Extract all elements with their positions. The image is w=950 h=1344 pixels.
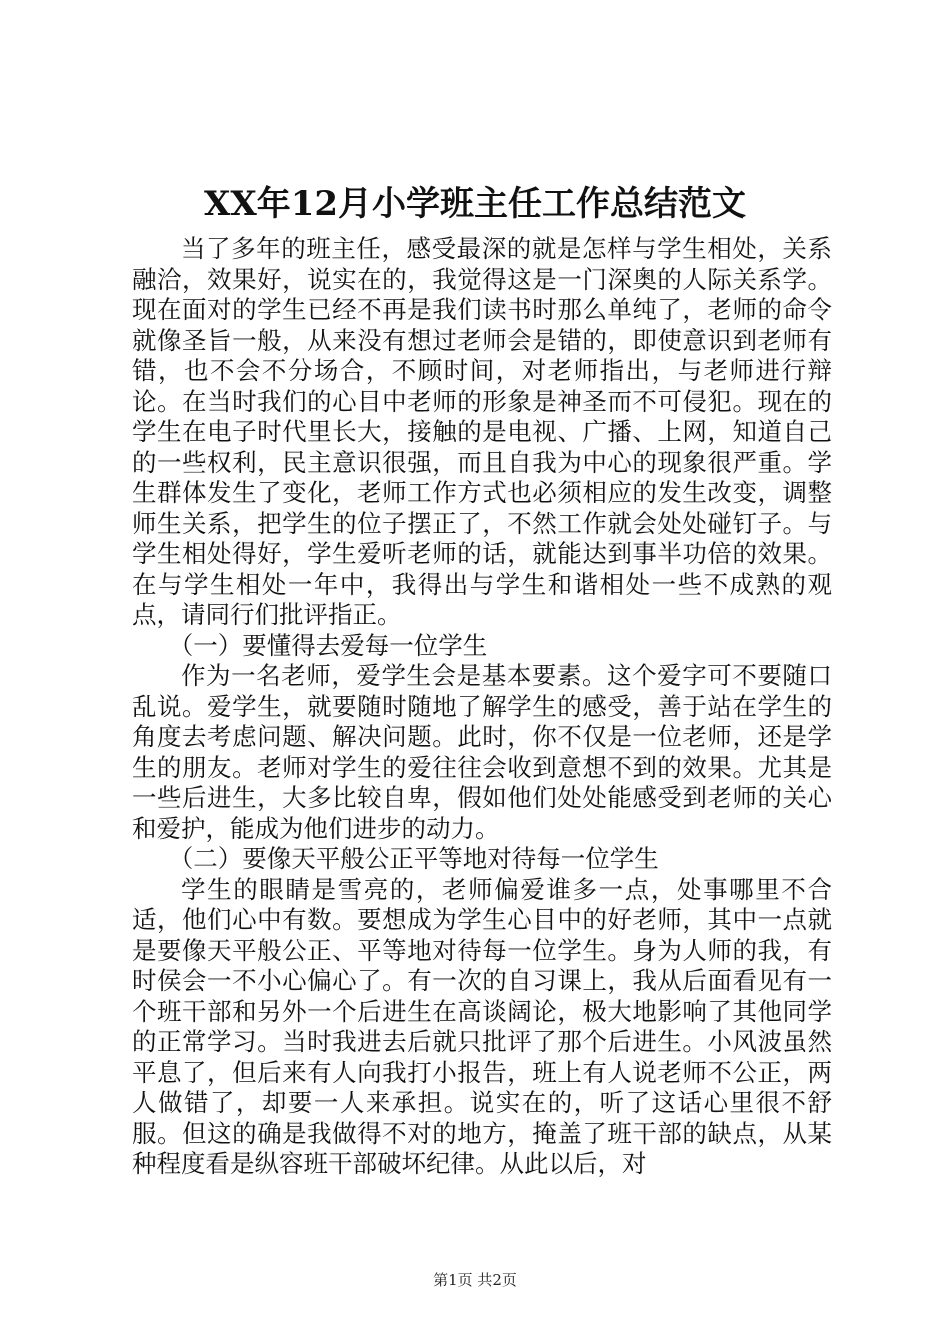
section-heading-2: （二）要像天平般公正平等地对待每一位学生 (168, 844, 659, 873)
document-body (132, 234, 832, 1180)
page-footer: 第1页 共2页 (433, 1271, 517, 1289)
section-heading-1: （一）要懂得去爱每一位学生 (168, 630, 488, 660)
document-title: XX年12月小学班主任工作总结范文 (203, 184, 747, 224)
paragraph-intro: 当了多年的班主任，感受最深的就是怎样与学生相处，关系融洽，效果好，说实在的，我觉得这是一门深奥的人际关系学。现在面对的学生已经不再是我们读书时那么单纯了，老师的命令就像圣旨一般，从来没有想过老师会是错的，即使意识到老师有错，也不会不分场合，不顾时间，对老师指出，与老师进行辩论。在当时我们的心目中老师的形象是神圣而不可侵犯。现在的学生在电子时代里长大，接触的是电视、广播、上网，知道自己的一些权利，民主意识很强，而且自我为中心的现象很严重。学生群体发生了变化，老师工作方式也必须相应的发生改变，调整师生关系，把学生的位子摆正了，不然工作就会处处碰钉子。与学生相处得好，学生爱听老师的话，就能达到事半功倍的效果。在与学生相处一年中，我得出与学生和谐相处一些不成熟的观点，请同行们批评指正。 (132, 234, 832, 629)
paragraph-fairness: 学生的眼睛是雪亮的，老师偏爱谁多一点，处事哪里不合适，他们心中有数。要想成为学生心目中的好老师，其中一点就是要像天平般公正、平等地对待每一位学生。身为人师的我，有时侯会一不小心偏心了。有一次的自习课上，我从后面看见有一个班干部和另外一个后进生在高谈阔论，极大地影响了其他同学的正常学习。当时我进去后就只批评了那个后进生。小风波虽然平息了，但后来有人向我打小报告，班上有人说老师不公正，两人做错了，却要一人来承担。说实在的，听了这话心里很不舒服。但这的确是我做得不对的地方，掩盖了班干部的缺点，从某种程度看是纵容班干部破坏纪律。从此以后，对 (132, 874, 832, 1178)
paragraph-love-students: 作为一名老师，爱学生会是基本要素。这个爱字可不要随口乱说。爱学生，就要随时随地了解学生的感受，善于站在学生的角度去考虑问题、解决问题。此时，你不仅是一位老师，还是学生的朋友。老师对学生的爱往往会收到意想不到的效果。尤其是一些后进生，大多比较自卑，假如他们处处能感受到老师的关心和爱护，能成为他们进步的动力。 (132, 661, 832, 843)
